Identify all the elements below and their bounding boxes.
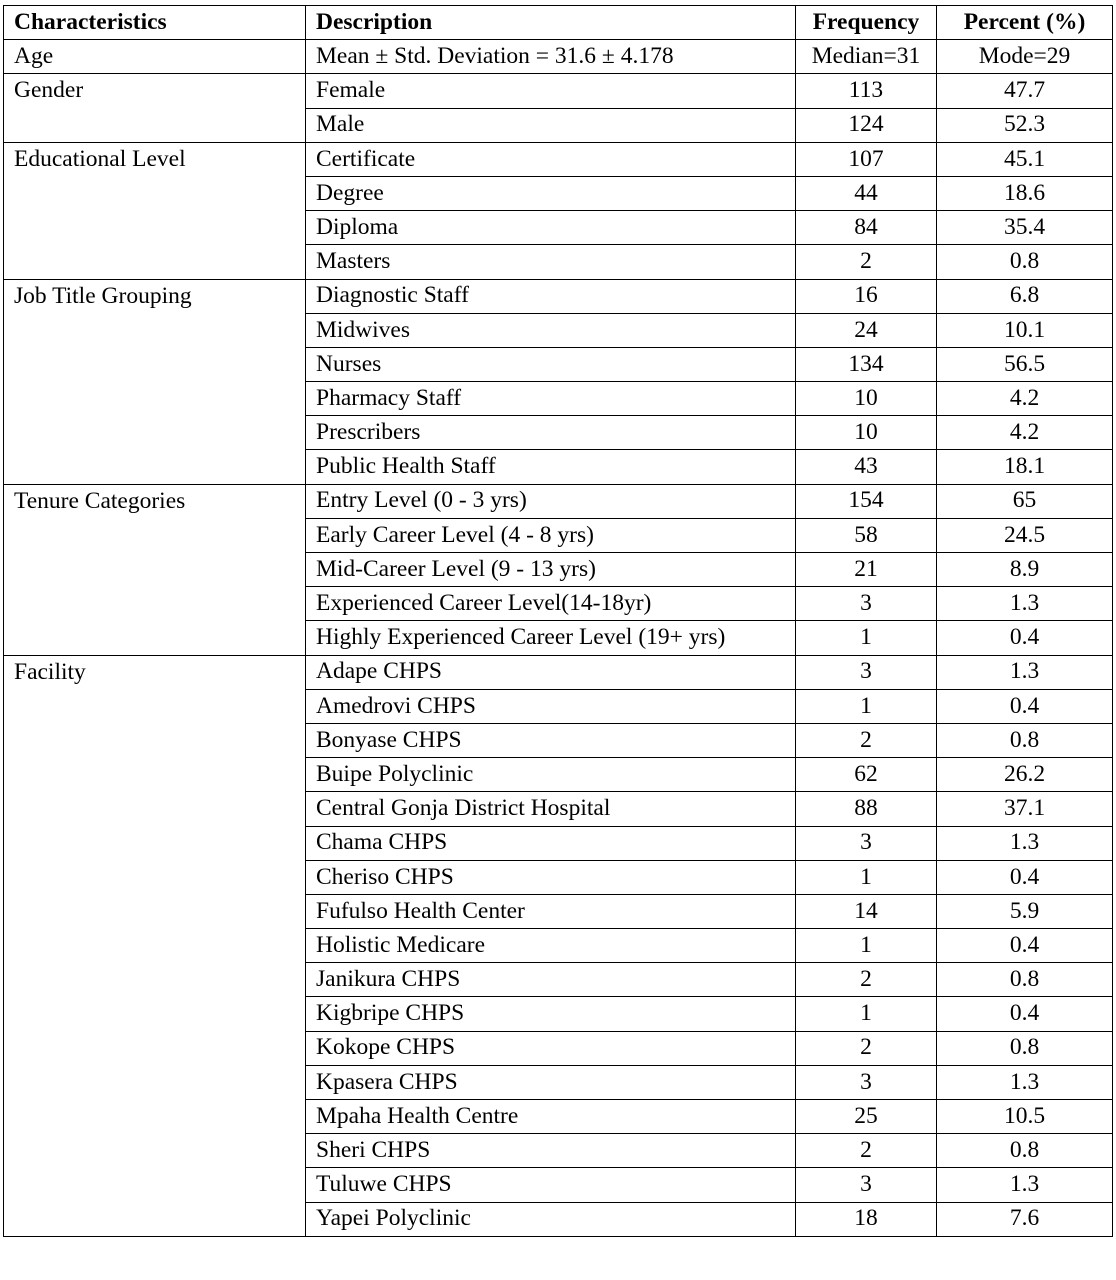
- cell-frequency: 1: [796, 929, 937, 963]
- cell-percent: 1.3: [937, 587, 1113, 621]
- cell-frequency: 3: [796, 826, 937, 860]
- cell-characteristic: Facility: [4, 655, 306, 689]
- table-row: [4, 450, 1113, 484]
- cell-frequency: 10: [796, 382, 937, 416]
- cell-description: Public Health Staff: [306, 450, 796, 484]
- cell-characteristic: [4, 689, 306, 723]
- cell-frequency: 58: [796, 518, 937, 552]
- table-row: [4, 689, 1113, 723]
- cell-description: Diploma: [306, 211, 796, 245]
- cell-frequency: 1: [796, 860, 937, 894]
- cell-percent: 18.6: [937, 176, 1113, 210]
- cell-characteristic: [4, 963, 306, 997]
- table-row: [4, 347, 1113, 381]
- cell-description: Masters: [306, 245, 796, 279]
- cell-percent: 5.9: [937, 894, 1113, 928]
- table-row: [4, 723, 1113, 757]
- cell-frequency: 1: [796, 621, 937, 655]
- cell-percent: 52.3: [937, 108, 1113, 142]
- cell-characteristic: [4, 416, 306, 450]
- table-row: [4, 963, 1113, 997]
- cell-frequency: 107: [796, 142, 937, 176]
- cell-description: Entry Level (0 - 3 yrs): [306, 484, 796, 518]
- table-row: [4, 1168, 1113, 1202]
- cell-percent: 1.3: [937, 1168, 1113, 1202]
- table-row: [4, 758, 1113, 792]
- cell-frequency: 44: [796, 176, 937, 210]
- cell-percent: 24.5: [937, 518, 1113, 552]
- table-row: [4, 1065, 1113, 1099]
- cell-percent: 0.8: [937, 1031, 1113, 1065]
- table-row: [4, 279, 1113, 313]
- cell-description: Holistic Medicare: [306, 929, 796, 963]
- cell-frequency: 2: [796, 963, 937, 997]
- cell-percent: 0.8: [937, 723, 1113, 757]
- cell-percent: 0.4: [937, 689, 1113, 723]
- cell-characteristic: [4, 826, 306, 860]
- cell-frequency: 3: [796, 1168, 937, 1202]
- cell-frequency: 134: [796, 347, 937, 381]
- cell-characteristic: [4, 929, 306, 963]
- cell-percent: 0.4: [937, 621, 1113, 655]
- table-row: [4, 894, 1113, 928]
- cell-characteristic: [4, 176, 306, 210]
- cell-description: Kokope CHPS: [306, 1031, 796, 1065]
- cell-description: Highly Experienced Career Level (19+ yrs): [306, 621, 796, 655]
- cell-description: Certificate: [306, 142, 796, 176]
- cell-percent: 1.3: [937, 1065, 1113, 1099]
- cell-percent: 7.6: [937, 1202, 1113, 1236]
- cell-frequency: 124: [796, 108, 937, 142]
- cell-description: Janikura CHPS: [306, 963, 796, 997]
- table-row: [4, 997, 1113, 1031]
- cell-description: Diagnostic Staff: [306, 279, 796, 313]
- cell-description: Early Career Level (4 - 8 yrs): [306, 518, 796, 552]
- cell-description: Pharmacy Staff: [306, 382, 796, 416]
- cell-frequency: 18: [796, 1202, 937, 1236]
- cell-description: Nurses: [306, 347, 796, 381]
- header-characteristics: Characteristics: [4, 6, 306, 40]
- cell-characteristic: [4, 1031, 306, 1065]
- cell-percent: 0.4: [937, 929, 1113, 963]
- table-row: [4, 826, 1113, 860]
- table-row: [4, 1031, 1113, 1065]
- cell-description: Prescribers: [306, 416, 796, 450]
- cell-percent: 1.3: [937, 655, 1113, 689]
- cell-percent: 35.4: [937, 211, 1113, 245]
- table-row: [4, 484, 1113, 518]
- cell-percent: 4.2: [937, 416, 1113, 450]
- table-row: [4, 553, 1113, 587]
- cell-percent: 8.9: [937, 553, 1113, 587]
- table-row: [4, 1134, 1113, 1168]
- cell-characteristic: Age: [4, 40, 306, 74]
- cell-characteristic: [4, 518, 306, 552]
- cell-characteristic: [4, 860, 306, 894]
- table-row: [4, 142, 1113, 176]
- cell-percent: 10.1: [937, 313, 1113, 347]
- cell-percent: 45.1: [937, 142, 1113, 176]
- cell-percent: 37.1: [937, 792, 1113, 826]
- cell-description: Experienced Career Level(14-18yr): [306, 587, 796, 621]
- cell-percent: Mode=29: [937, 40, 1113, 74]
- cell-frequency: 88: [796, 792, 937, 826]
- table-row: [4, 1100, 1113, 1134]
- table-row: [4, 211, 1113, 245]
- header-description: Description: [306, 6, 796, 40]
- cell-description: Tuluwe CHPS: [306, 1168, 796, 1202]
- cell-percent: 56.5: [937, 347, 1113, 381]
- cell-percent: 6.8: [937, 279, 1113, 313]
- cell-frequency: 3: [796, 1065, 937, 1099]
- header-percent: Percent (%): [937, 6, 1113, 40]
- cell-characteristic: [4, 313, 306, 347]
- cell-characteristic: [4, 621, 306, 655]
- cell-percent: 10.5: [937, 1100, 1113, 1134]
- table-row: [4, 1202, 1113, 1236]
- cell-description: Buipe Polyclinic: [306, 758, 796, 792]
- cell-characteristic: [4, 758, 306, 792]
- cell-description: Amedrovi CHPS: [306, 689, 796, 723]
- table-row: [4, 382, 1113, 416]
- header-frequency: Frequency: [796, 6, 937, 40]
- table-row: [4, 40, 1113, 74]
- cell-frequency: 16: [796, 279, 937, 313]
- cell-description: Midwives: [306, 313, 796, 347]
- cell-frequency: 1: [796, 689, 937, 723]
- table-header-row: [4, 6, 1113, 40]
- cell-frequency: 14: [796, 894, 937, 928]
- cell-percent: 1.3: [937, 826, 1113, 860]
- table-row: [4, 587, 1113, 621]
- cell-description: Kpasera CHPS: [306, 1065, 796, 1099]
- cell-frequency: Median=31: [796, 40, 937, 74]
- cell-description: Adape CHPS: [306, 655, 796, 689]
- cell-characteristic: [4, 792, 306, 826]
- cell-frequency: 3: [796, 655, 937, 689]
- cell-percent: 18.1: [937, 450, 1113, 484]
- cell-characteristic: [4, 211, 306, 245]
- cell-characteristic: [4, 347, 306, 381]
- cell-characteristic: [4, 723, 306, 757]
- table-row: [4, 860, 1113, 894]
- table-row: [4, 655, 1113, 689]
- cell-description: Chama CHPS: [306, 826, 796, 860]
- cell-characteristic: Educational Level: [4, 142, 306, 176]
- table-row: [4, 108, 1113, 142]
- cell-characteristic: [4, 108, 306, 142]
- cell-characteristic: [4, 1100, 306, 1134]
- characteristics-table: [3, 5, 1113, 1237]
- cell-description: Bonyase CHPS: [306, 723, 796, 757]
- cell-description: Fufulso Health Center: [306, 894, 796, 928]
- table-row: [4, 313, 1113, 347]
- table-row: [4, 245, 1113, 279]
- cell-frequency: 2: [796, 1134, 937, 1168]
- cell-frequency: 43: [796, 450, 937, 484]
- table-row: [4, 929, 1113, 963]
- cell-description: Mean ± Std. Deviation = 31.6 ± 4.178: [306, 40, 796, 74]
- cell-percent: 0.8: [937, 1134, 1113, 1168]
- cell-characteristic: [4, 450, 306, 484]
- table-row: [4, 518, 1113, 552]
- cell-percent: 47.7: [937, 74, 1113, 108]
- cell-frequency: 62: [796, 758, 937, 792]
- cell-description: Degree: [306, 176, 796, 210]
- table-row: [4, 416, 1113, 450]
- table-row: [4, 792, 1113, 826]
- cell-characteristic: [4, 894, 306, 928]
- cell-characteristic: [4, 997, 306, 1031]
- table-row: [4, 621, 1113, 655]
- cell-percent: 65: [937, 484, 1113, 518]
- cell-frequency: 2: [796, 1031, 937, 1065]
- table-body: [4, 40, 1113, 1237]
- cell-characteristic: [4, 587, 306, 621]
- cell-percent: 0.4: [937, 860, 1113, 894]
- cell-frequency: 113: [796, 74, 937, 108]
- cell-characteristic: [4, 382, 306, 416]
- cell-percent: 4.2: [937, 382, 1113, 416]
- cell-characteristic: [4, 1168, 306, 1202]
- cell-description: Yapei Polyclinic: [306, 1202, 796, 1236]
- cell-frequency: 1: [796, 997, 937, 1031]
- cell-frequency: 154: [796, 484, 937, 518]
- cell-percent: 26.2: [937, 758, 1113, 792]
- cell-description: Female: [306, 74, 796, 108]
- cell-frequency: 25: [796, 1100, 937, 1134]
- cell-description: Central Gonja District Hospital: [306, 792, 796, 826]
- cell-frequency: 24: [796, 313, 937, 347]
- cell-frequency: 84: [796, 211, 937, 245]
- cell-description: Male: [306, 108, 796, 142]
- cell-frequency: 2: [796, 245, 937, 279]
- cell-characteristic: Gender: [4, 74, 306, 108]
- cell-percent: 0.8: [937, 963, 1113, 997]
- cell-characteristic: [4, 1134, 306, 1168]
- cell-characteristic: [4, 245, 306, 279]
- table-row: [4, 74, 1113, 108]
- cell-percent: 0.4: [937, 997, 1113, 1031]
- cell-frequency: 21: [796, 553, 937, 587]
- cell-characteristic: [4, 553, 306, 587]
- cell-description: Mid-Career Level (9 - 13 yrs): [306, 553, 796, 587]
- cell-description: Cheriso CHPS: [306, 860, 796, 894]
- cell-description: Sheri CHPS: [306, 1134, 796, 1168]
- cell-percent: 0.8: [937, 245, 1113, 279]
- cell-frequency: 10: [796, 416, 937, 450]
- table-row: [4, 176, 1113, 210]
- cell-characteristic: [4, 1065, 306, 1099]
- cell-description: Mpaha Health Centre: [306, 1100, 796, 1134]
- cell-frequency: 3: [796, 587, 937, 621]
- cell-description: Kigbripe CHPS: [306, 997, 796, 1031]
- cell-characteristic: [4, 1202, 306, 1236]
- cell-frequency: 2: [796, 723, 937, 757]
- cell-characteristic: Tenure Categories: [4, 484, 306, 518]
- cell-characteristic: Job Title Grouping: [4, 279, 306, 313]
